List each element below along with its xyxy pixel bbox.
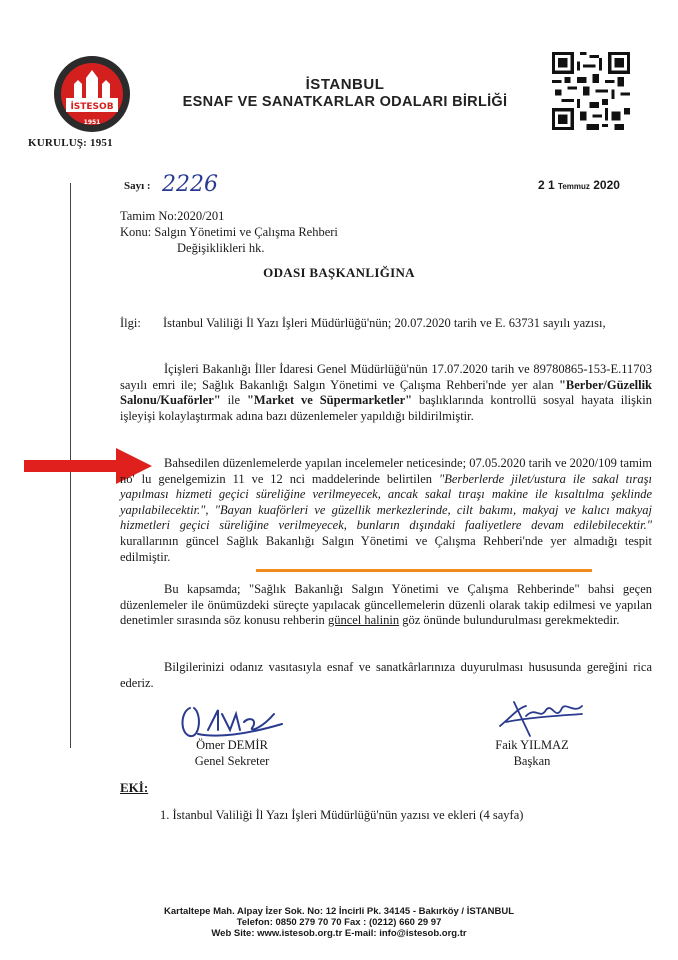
paragraph-2-text-a: Bahsedilen düzenlemelerde yapılan incelemeler neticesinde; 07.05.2020 tarih ve 2020/109 tamim no' lu genelgemizin 11 ve 12 nci maddelerinde belirtilen: [120, 456, 652, 486]
founded-label: KURULUŞ: 1951: [28, 137, 113, 149]
date-year: 2020: [593, 178, 620, 192]
paragraph-3-text-b: göz önünde bulundurulması gerekmektedir.: [399, 613, 620, 628]
logo-text: İSTESOB: [70, 102, 114, 112]
paragraph-1-text-a: İçişleri Bakanlığı İller İdaresi Genel Müdürlüğü'nün 17.07.2020 tarih ve 89780865-153-E.11703 sayılı emri ile; Sağlık Bakanlığı Salgın Yönetimi ve Çalışma Rehberi'nde yer alan: [120, 362, 652, 392]
signature-left-icon: [178, 700, 288, 742]
signatory-right-name: Faik YILMAZ: [495, 738, 569, 752]
signatory-left: [186, 738, 278, 769]
attachments-label: EKİ:: [120, 780, 149, 795]
organization-title: [150, 76, 540, 110]
footer-contact: [0, 906, 678, 939]
attachment-item: 1. İstanbul Valiliği İl Yazı İşleri Müdürlüğü'nün yazısı ve ekleri (4 sayfa): [160, 808, 524, 822]
istesob-logo: [52, 54, 132, 134]
footer-web: Web Site: www.istesob.org.tr E-mail: info@istesob.org.tr: [211, 928, 467, 939]
paragraph-1: [120, 362, 652, 424]
paragraph-3-text-a: Bu kapsamda; "Sağlık Bakanlığı Salgın Yönetimi ve Çalışma Rehberinde" bahsi geçen düzenlemeler ile önümüzdeki süreçte yapılacak güncellemelerin düzenli olarak takip edilmesi ve yapılan denetimler sırasında söz konusu rehberin: [120, 582, 652, 628]
signatory-right: [480, 738, 584, 769]
signatory-right-title: Başkan: [513, 753, 551, 768]
circular-number: Tamim No:2020/201: [120, 209, 225, 223]
title-line-2: ESNAF VE SANATKARLAR ODALARI BİRLİĞİ: [182, 94, 508, 110]
number-label: Sayı :: [124, 180, 151, 192]
paragraph-3: [120, 582, 652, 629]
subject-line-1: Konu: Salgın Yönetimi ve Çalışma Rehberi: [120, 225, 338, 239]
footer-address: Kartaltepe Mah. Alpay İzer Sok. No: 12 İncirli Pk. 34145 - Bakırköy / İSTANBUL: [163, 906, 515, 917]
date-day: 2 1: [538, 178, 555, 192]
qr-code-icon: [552, 52, 630, 130]
signatory-left-title: Genel Sekreter: [194, 753, 270, 768]
paragraph-2-text-b: kurallarının güncel Sağlık Bakanlığı Salgın Yönetimi ve Çalışma Rehberi'nde yer almadığı tespit edilmiştir.: [120, 533, 652, 564]
title-line-1: İSTANBUL: [305, 76, 385, 93]
subject-line-2: Değişiklikleri hk.: [177, 241, 265, 255]
subject-block: [120, 208, 338, 256]
paragraph-3-underlined: güncel halinin: [327, 613, 400, 628]
document-date: [538, 178, 620, 192]
recipient-heading: ODASI BAŞKANLIĞINA: [263, 265, 415, 280]
paragraph-1-text-c: ile: [220, 393, 247, 408]
highlight-underline: [256, 569, 592, 572]
paragraph-1-text-d: başlıklarında kontrollü sosyal hayata ilişkin işleyişi kolaylaştırmak adına bazı düzenlemeler yapıldığı bildirilmiştir.: [120, 393, 652, 423]
reference-paragraph: [120, 316, 652, 332]
document-number: 2226: [162, 172, 218, 197]
paragraph-2-quoted-rules: "Berberlerde jilet/ustura ile sakal tıraşı yapılması hizmeti geçici süreliğine verilmeyecek, ancak sakal tıraşı makine ile kısaltılma şeklinde yapılabilecektir.", "Bayan kuaförleri ve güzellik merkezlerinde, cilt bakımı, makyaj ve kalıcı makyaj hizmetleri geçici süreliğine verilmeyecek, bunların dışındaki faaliyetlere devam edilebilecektir.": [120, 471, 653, 533]
paragraph-1-bold-2: "Market ve Süpermarketler": [246, 393, 413, 408]
paragraph-1-bold-1: "Berber/Güzellik Salonu/Kuaförler": [120, 377, 652, 408]
signatory-left-name: Ömer DEMİR: [196, 738, 268, 752]
logo-year: 1951: [83, 119, 101, 126]
paragraph-4: Bilgilerinizi odanız vasıtasıyla esnaf ve sanatkârlarınıza duyurulması hususunda gereğini rica ederiz.: [120, 660, 652, 690]
date-month: Temmuz: [558, 182, 590, 191]
reference-text: İstanbul Valiliği İl Yazı İşleri Müdürlüğü'nün; 20.07.2020 tarih ve E. 63731 sayılı yazısı,: [163, 316, 606, 330]
footer-phone: Telefon: 0850 279 70 70 Fax : (0212) 660 29 97: [236, 917, 442, 928]
reference-label: İlgi:: [120, 316, 141, 330]
paragraph-2: [120, 456, 652, 565]
signature-right-icon: [496, 696, 586, 738]
